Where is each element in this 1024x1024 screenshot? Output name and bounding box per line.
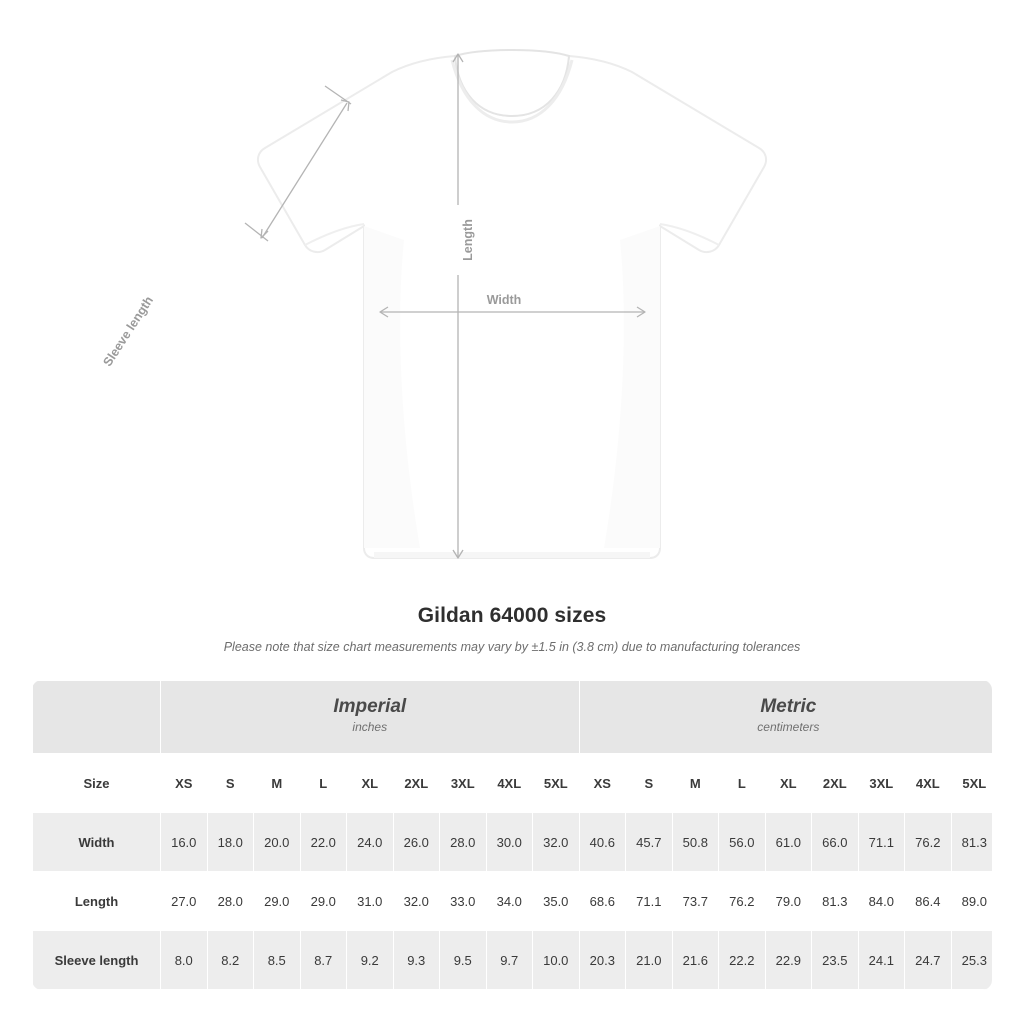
cell-width-imperial-3xl: 28.0 bbox=[440, 813, 487, 872]
cell-length-metric-s: 71.1 bbox=[626, 872, 673, 931]
cell-sleeve-imperial-5xl: 10.0 bbox=[533, 931, 580, 990]
unit-name-metric: Metric bbox=[760, 696, 817, 718]
cell-sleeve-imperial-3xl: 9.5 bbox=[440, 931, 487, 990]
unit-header-row bbox=[33, 681, 993, 754]
unit-header-metric bbox=[579, 681, 992, 754]
length-label: Length bbox=[461, 219, 475, 261]
size-header-imperial-s: S bbox=[207, 754, 254, 813]
cell-length-imperial-2xl: 32.0 bbox=[393, 872, 440, 931]
cell-sleeve-imperial-m: 8.5 bbox=[254, 931, 301, 990]
size-header-imperial-xl: XL bbox=[347, 754, 394, 813]
size-header-imperial-m: M bbox=[254, 754, 301, 813]
cell-length-imperial-m: 29.0 bbox=[254, 872, 301, 931]
size-header-metric-xs: XS bbox=[579, 754, 626, 813]
cell-length-metric-5xl: 89.0 bbox=[951, 872, 992, 931]
unit-name-imperial: Imperial bbox=[333, 696, 407, 718]
tolerance-note: Please note that size chart measurements may vary by ±1.5 in (3.8 cm) due to manufacturing tolerances bbox=[223, 640, 801, 654]
size-header-row bbox=[33, 754, 993, 813]
unit-header-imperial bbox=[161, 681, 580, 754]
cell-sleeve-metric-xs: 20.3 bbox=[579, 931, 626, 990]
cell-width-imperial-xl: 24.0 bbox=[347, 813, 394, 872]
cell-width-metric-l: 56.0 bbox=[719, 813, 766, 872]
cell-sleeve-imperial-4xl: 9.7 bbox=[486, 931, 533, 990]
cell-width-metric-xs: 40.6 bbox=[579, 813, 626, 872]
cell-sleeve-imperial-xl: 9.2 bbox=[347, 931, 394, 990]
size-header-imperial-3xl: 3XL bbox=[440, 754, 487, 813]
cell-width-imperial-l: 22.0 bbox=[300, 813, 347, 872]
row-label-length: Length bbox=[33, 872, 161, 931]
cell-sleeve-imperial-2xl: 9.3 bbox=[393, 931, 440, 990]
cell-length-metric-l: 76.2 bbox=[719, 872, 766, 931]
size-chart-table bbox=[32, 680, 992, 990]
cell-length-imperial-4xl: 34.0 bbox=[486, 872, 533, 931]
cell-sleeve-imperial-l: 8.7 bbox=[300, 931, 347, 990]
unit-sub-imperial: inches bbox=[352, 720, 388, 735]
cell-sleeve-metric-l: 22.2 bbox=[719, 931, 766, 990]
cell-width-imperial-xs: 16.0 bbox=[161, 813, 208, 872]
cell-sleeve-metric-xl: 22.9 bbox=[765, 931, 812, 990]
cell-length-metric-4xl: 86.4 bbox=[905, 872, 952, 931]
cell-length-metric-xs: 68.6 bbox=[579, 872, 626, 931]
cell-width-metric-2xl: 66.0 bbox=[812, 813, 859, 872]
width-label: Width bbox=[486, 293, 522, 307]
cell-width-metric-5xl: 81.3 bbox=[951, 813, 992, 872]
row-label-width: Width bbox=[33, 813, 161, 872]
cell-sleeve-metric-s: 21.0 bbox=[626, 931, 673, 990]
table-row bbox=[33, 931, 993, 990]
unit-sub-metric: centimeters bbox=[757, 720, 820, 735]
cell-length-metric-m: 73.7 bbox=[672, 872, 719, 931]
page-title: Gildan 64000 sizes bbox=[417, 604, 607, 627]
size-header-imperial-xs: XS bbox=[161, 754, 208, 813]
cell-length-imperial-3xl: 33.0 bbox=[440, 872, 487, 931]
cell-width-metric-s: 45.7 bbox=[626, 813, 673, 872]
cell-width-imperial-5xl: 32.0 bbox=[533, 813, 580, 872]
size-header-imperial-5xl: 5XL bbox=[533, 754, 580, 813]
size-header-metric-s: S bbox=[626, 754, 673, 813]
row-label-sleeve-length: Sleeve length bbox=[33, 931, 161, 990]
cell-length-imperial-l: 29.0 bbox=[300, 872, 347, 931]
cell-width-imperial-4xl: 30.0 bbox=[486, 813, 533, 872]
cell-length-imperial-s: 28.0 bbox=[207, 872, 254, 931]
cell-width-metric-xl: 61.0 bbox=[765, 813, 812, 872]
size-header-metric-m: M bbox=[672, 754, 719, 813]
cell-length-metric-xl: 79.0 bbox=[765, 872, 812, 931]
cell-width-imperial-2xl: 26.0 bbox=[393, 813, 440, 872]
table-row bbox=[33, 813, 993, 872]
cell-sleeve-metric-m: 21.6 bbox=[672, 931, 719, 990]
size-chart-table-wrapper bbox=[32, 680, 992, 990]
cell-sleeve-metric-4xl: 24.7 bbox=[905, 931, 952, 990]
table-row bbox=[33, 872, 993, 931]
cell-sleeve-metric-2xl: 23.5 bbox=[812, 931, 859, 990]
sleeve-length-label: Sleeve length bbox=[100, 293, 157, 369]
size-corner-label: Size bbox=[33, 754, 161, 813]
cell-sleeve-metric-3xl: 24.1 bbox=[858, 931, 905, 990]
cell-width-metric-m: 50.8 bbox=[672, 813, 719, 872]
cell-sleeve-imperial-xs: 8.0 bbox=[161, 931, 208, 990]
size-header-metric-xl: XL bbox=[765, 754, 812, 813]
unit-corner-cell bbox=[33, 681, 161, 754]
cell-length-metric-3xl: 84.0 bbox=[858, 872, 905, 931]
cell-width-imperial-m: 20.0 bbox=[254, 813, 301, 872]
size-header-imperial-2xl: 2XL bbox=[393, 754, 440, 813]
cell-length-imperial-xl: 31.0 bbox=[347, 872, 394, 931]
cell-width-metric-4xl: 76.2 bbox=[905, 813, 952, 872]
cell-sleeve-metric-5xl: 25.3 bbox=[951, 931, 992, 990]
cell-length-imperial-xs: 27.0 bbox=[161, 872, 208, 931]
size-header-metric-4xl: 4XL bbox=[905, 754, 952, 813]
cell-length-metric-2xl: 81.3 bbox=[812, 872, 859, 931]
size-header-metric-3xl: 3XL bbox=[858, 754, 905, 813]
size-header-metric-l: L bbox=[719, 754, 766, 813]
size-header-metric-2xl: 2XL bbox=[812, 754, 859, 813]
size-header-imperial-4xl: 4XL bbox=[486, 754, 533, 813]
size-header-metric-5xl: 5XL bbox=[951, 754, 992, 813]
size-header-imperial-l: L bbox=[300, 754, 347, 813]
cell-width-metric-3xl: 71.1 bbox=[858, 813, 905, 872]
cell-width-imperial-s: 18.0 bbox=[207, 813, 254, 872]
cell-length-imperial-5xl: 35.0 bbox=[533, 872, 580, 931]
cell-sleeve-imperial-s: 8.2 bbox=[207, 931, 254, 990]
